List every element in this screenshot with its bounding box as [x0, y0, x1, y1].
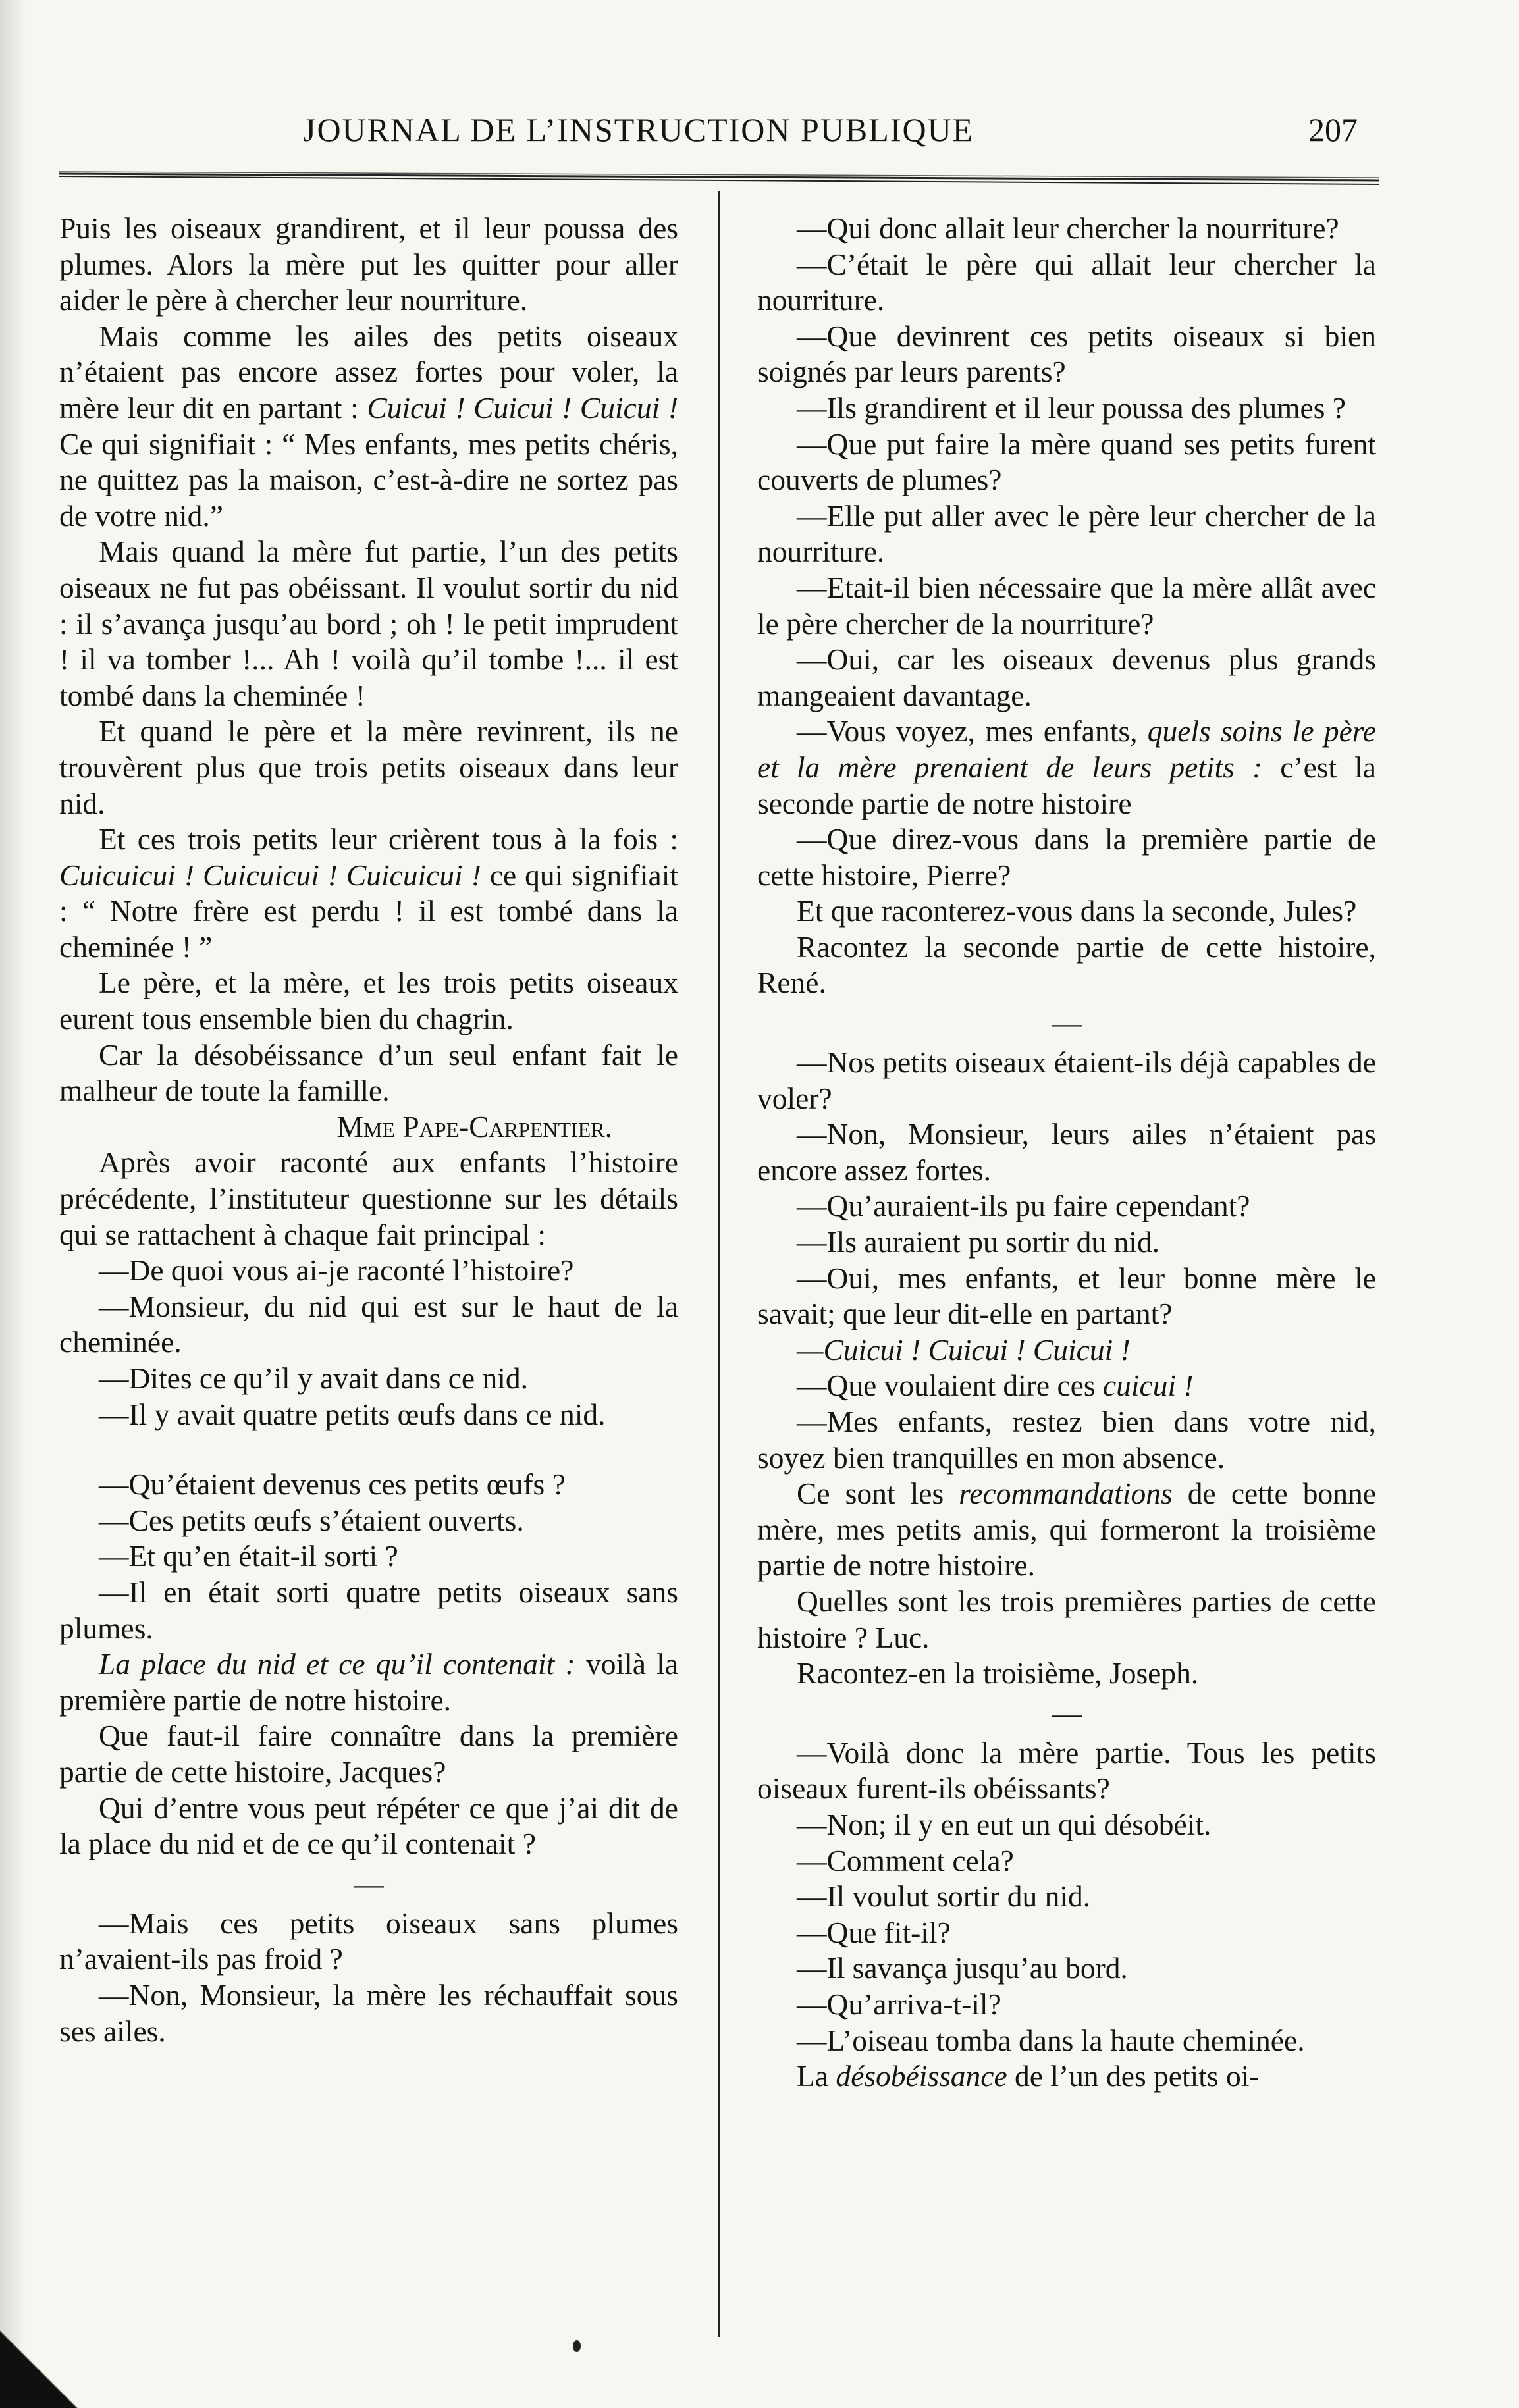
- dialogue-line: —Que voulaient dire ces cuicui !: [797, 1369, 1194, 1403]
- dialogue-line: —Oui, mes enfants, et leur bonne mère le savait; que leur dit-elle en partant?: [757, 1261, 1376, 1331]
- column-divider: [718, 191, 720, 2337]
- dialogue-line: —Il y avait quatre petits œufs dans ce nid.: [99, 1397, 606, 1431]
- dialogue-line: —Monsieur, du nid qui est sur le haut de la cheminée.: [59, 1289, 678, 1359]
- dialogue-line: —Il en était sorti quatre petits oiseaux sans plumes.: [59, 1575, 678, 1645]
- dialogue-line: —Nos petits oiseaux étaient-ils déjà capables de voler?: [757, 1045, 1376, 1115]
- dialogue-line: —Qui donc allait leur chercher la nourriture?: [797, 211, 1339, 245]
- dialogue-line: —Etait-il bien nécessaire que la mère allât avec le père chercher de la nourriture?: [757, 570, 1376, 641]
- dialogue-line: Racontez la seconde partie de cette histoire, René.: [757, 929, 1376, 1000]
- footer-ink-mark: [573, 2340, 581, 2352]
- header-rule: [59, 171, 1379, 186]
- dialogue-line: —Vous voyez, mes enfants, quels soins le père et la mère prenaient de leurs petits : c’est la seconde partie de notre histoire: [757, 714, 1377, 820]
- dialogue-line: —C’était le père qui allait leur chercher la nourriture.: [757, 247, 1376, 317]
- dialogue-line: —Oui, car les oiseaux devenus plus grands mangeaient davantage.: [757, 642, 1376, 712]
- dialogue-line: Racontez-en la troisième, Joseph.: [797, 1656, 1199, 1690]
- journal-title: JOURNAL DE L’INSTRUCTION PUBLIQUE: [303, 111, 974, 148]
- right-column: [757, 211, 1376, 2095]
- dialogue-line: —Il savança jusqu’au bord.: [797, 1951, 1128, 1985]
- paragraph: Après avoir raconté aux enfants l’histoire précédente, l’instituteur questionne sur les détails qui se rattachent à chaque fait principal :: [59, 1145, 678, 1251]
- dialogue-line: —Non, Monsieur, la mère les réchauffait sous ses ailes.: [59, 1977, 678, 2048]
- dialogue-line: —De quoi vous ai-je raconté l’histoire?: [99, 1253, 574, 1288]
- section-separator: —: [354, 1866, 384, 1900]
- paragraph: Et quand le père et la mère revinrent, ils ne trouvèrent plus que trois petits oiseaux dans leur nid.: [59, 714, 678, 820]
- dialogue-line: —Qu’auraient-ils pu faire cependant?: [797, 1189, 1250, 1223]
- dialogue-line: Ce sont les recommandations de cette bonne mère, mes petits amis, qui formeront la troisième partie de notre histoire.: [757, 1477, 1377, 1583]
- dialogue-line: —L’oiseau tomba dans la haute cheminée.: [797, 2023, 1305, 2057]
- italic-cuicui: Cuicui ! Cuicui ! Cuicui !: [367, 390, 679, 425]
- dialogue-line: —Et qu’en était-il sorti ?: [99, 1539, 398, 1573]
- dialogue-line: —Voilà donc la mère partie. Tous les petits oiseaux furent-ils obéissants?: [757, 1735, 1376, 1806]
- dialogue-line: —Dites ce qu’il y avait dans ce nid.: [99, 1361, 528, 1395]
- two-column-body: [59, 191, 1379, 2343]
- paragraph: Car la désobéissance d’un seul enfant fait le malheur de toute la famille.: [59, 1037, 678, 1108]
- dialogue-line: Quelles sont les trois premières parties de cette histoire ? Luc.: [757, 1584, 1376, 1654]
- dialogue-line: —Non, Monsieur, leurs ailes n’étaient pas encore assez fortes.: [757, 1117, 1376, 1187]
- dialogue-line: Que faut-il faire connaître dans la première partie de cette histoire, Jacques?: [59, 1719, 678, 1789]
- paragraph: Et ces trois petits leur crièrent tous à la fois : Cuicuicui ! Cuicuicui ! Cuicuicui ! ce qui signifiait : “ Notre frère est perdu ! il est tombé dans la cheminée ! ”: [59, 822, 678, 964]
- dialogue-line: —Elle put aller avec le père leur chercher de la nourriture.: [757, 498, 1376, 569]
- dialogue-line: —Que direz-vous dans la première partie de cette histoire, Pierre?: [757, 822, 1376, 892]
- dialogue-line: —Ils auraient pu sortir du nid.: [797, 1225, 1159, 1259]
- running-header: [59, 105, 1376, 158]
- dialogue-line: —Comment cela?: [797, 1843, 1014, 1877]
- page-left-shadow: [0, 0, 26, 2408]
- author-signature: Mme Pape-Carpentier.: [336, 1109, 612, 1143]
- dialogue-line: —Ils grandirent et il leur poussa des plumes ?: [797, 390, 1346, 425]
- summary-line: La place du nid et ce qu’il contenait : voilà la première partie de notre histoire.: [59, 1647, 678, 1717]
- dialogue-line: —Qu’étaient devenus ces petits œufs ?: [99, 1467, 566, 1502]
- dialogue-line: —Que devinrent ces petits oiseaux si bien soignés par leurs parents?: [757, 319, 1376, 389]
- paragraph: Mais comme les ailes des petits oiseaux n’étaient pas encore assez fortes pour voler, la mère leur dit en partant : Cuicui ! Cuicui ! Cuicui ! Ce qui signifiait : “ Mes enfants, mes petits chéris, ne quittez pas la maison, c’est-à-dire ne sortez pas de votre nid.”: [59, 319, 679, 533]
- dialogue-line: —Qu’arriva-t-il?: [797, 1987, 1001, 2021]
- dialogue-line: La désobéissance de l’un des petits oi-: [797, 2059, 1260, 2093]
- paragraph: Mais quand la mère fut partie, l’un des petits oiseaux ne fut pas obéissant. Il voulut sortir du nid : il s’avança jusqu’au bord ; oh ! le petit imprudent ! il va tomber !... Ah ! voilà qu’il tombe !... il est tombé dans la cheminée !: [59, 535, 678, 712]
- section-separator: —: [1052, 1696, 1082, 1730]
- paragraph: Puis les oiseaux grandirent, et il leur poussa des plumes. Alors la mère put les quitter pour aller aider le père à chercher leur nourriture.: [59, 211, 678, 317]
- section-separator: —: [1052, 1006, 1082, 1040]
- dialogue-line: —Mais ces petits oiseaux sans plumes n’avaient-ils pas froid ?: [59, 1906, 678, 1976]
- page-corner-shadow: [0, 2276, 86, 2408]
- dialogue-line: —Ces petits œufs s’étaient ouverts.: [99, 1503, 524, 1537]
- dialogue-line: —Cuicui ! Cuicui ! Cuicui !: [797, 1332, 1131, 1367]
- left-column: [59, 211, 678, 2049]
- dialogue-line: —Il voulut sortir du nid.: [797, 1879, 1091, 1914]
- italic-cuicuicui: Cuicuicui ! Cuicuicui ! Cuicuicui !: [59, 858, 481, 892]
- dialogue-line: —Que put faire la mère quand ses petits furent couverts de plumes?: [757, 427, 1376, 497]
- dialogue-line: —Mes enfants, restez bien dans votre nid, soyez bien tranquilles en mon absence.: [757, 1405, 1376, 1475]
- dialogue-line: —Non; il y en eut un qui désobéit.: [797, 1807, 1212, 1841]
- page-number: 207: [1308, 111, 1358, 148]
- paragraph: Le père, et la mère, et les trois petits oiseaux eurent tous ensemble bien du chagrin.: [59, 966, 678, 1036]
- dialogue-line: —Que fit-il?: [797, 1915, 951, 1949]
- dialogue-line: Qui d’entre vous peut répéter ce que j’ai dit de la place du nid et de ce qu’il contenait ?: [59, 1791, 678, 1861]
- dialogue-line: Et que raconterez-vous dans la seconde, Jules?: [797, 894, 1357, 928]
